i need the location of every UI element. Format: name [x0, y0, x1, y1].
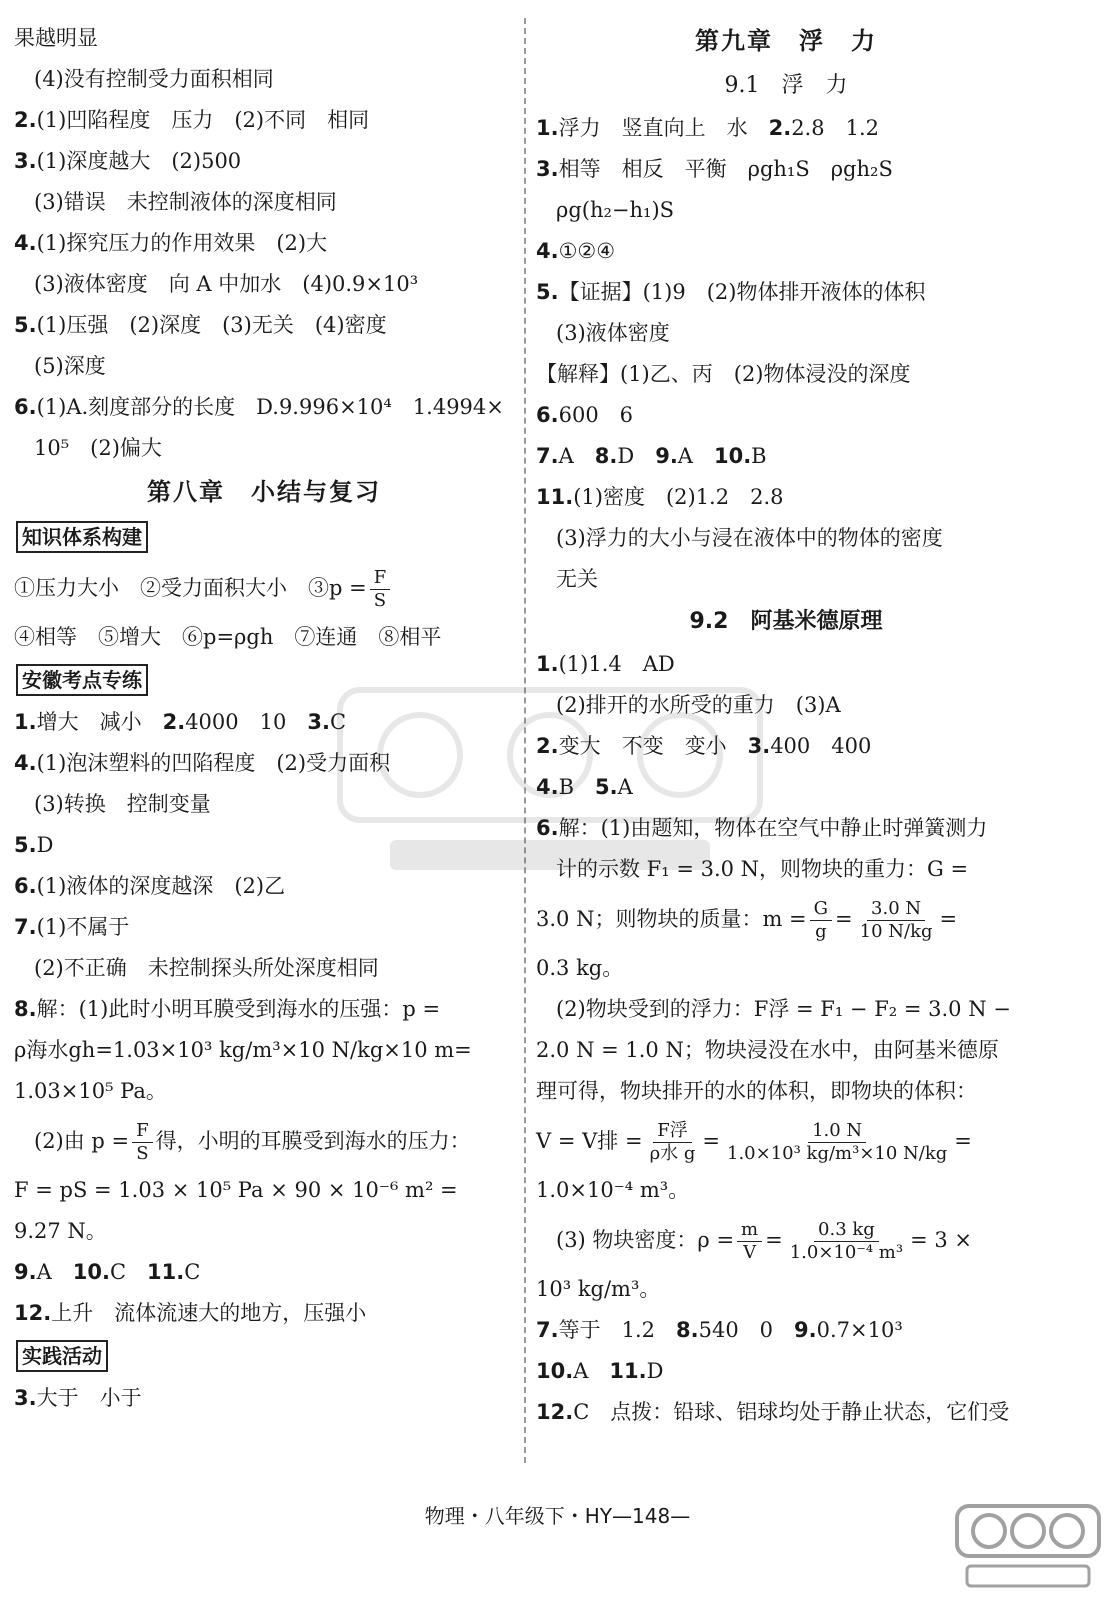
answer-line [14, 1112, 514, 1170]
answer-text: = [939, 907, 958, 931]
fraction-numerator: 0.3 kg [814, 1219, 879, 1242]
answer-text: (1)液体的深度越深 (2)乙 [36, 874, 286, 898]
answer-text: (1)密度 (2)1.2 2.8 [573, 485, 784, 509]
answer-line [536, 890, 1036, 948]
question-number: 9. [794, 1318, 817, 1342]
question-number: 10. [713, 444, 752, 468]
question-number: 3. [14, 149, 37, 173]
answer-line [536, 1351, 1036, 1392]
fraction [132, 1120, 153, 1165]
answer-text: D [36, 833, 54, 857]
fraction [737, 1219, 762, 1264]
answer-text: 增大 减小 [36, 710, 163, 734]
question-number: 4. [14, 751, 37, 775]
answer-text: C [329, 710, 347, 734]
answer-text: = [765, 1228, 783, 1252]
answer-text: 4000 10 [185, 710, 308, 734]
answer-text: ①压力大小 ②受力面积大小 ③p = [14, 576, 367, 600]
answer-text: 解：(1)由题知，物体在空气中静止时弹簧测力 [558, 816, 988, 840]
answer-text: 540 0 [698, 1318, 795, 1342]
answer-line: 果越明显 [14, 26, 98, 50]
question-number: 9. [655, 444, 678, 468]
section-box-label: 实践活动 [16, 1340, 108, 1372]
chapter-title: 第八章 小结与复习 [147, 478, 381, 506]
answer-text: (1)不属于 [36, 915, 130, 939]
answer-text: (1)凹陷程度 压力 (2)不同 相同 [36, 108, 370, 132]
answer-line: (2)排开的水所受的重力 (3)A [556, 693, 841, 717]
answer-line [536, 1211, 1036, 1269]
answer-line: 计的示数 F₁ = 3.0 N，则物块的重力：G = [556, 857, 969, 881]
question-number: 3. [747, 734, 771, 758]
watermark-logo [330, 670, 770, 890]
answer-line: (4)没有控制受力面积相同 [34, 67, 274, 91]
answer-line [14, 100, 514, 141]
answer-text: A [36, 1260, 73, 1284]
question-number: 6. [14, 874, 37, 898]
question-number: 12. [14, 1301, 52, 1325]
answer-line: (3)液体密度 [556, 321, 670, 345]
answer-text: C 点拨：铅球、铝球均处于静止状态，它们受 [573, 1400, 1010, 1424]
answer-line [536, 1112, 1036, 1170]
answer-line: (3)浮力的大小与浸在液体中的物体的密度 [556, 526, 943, 550]
answer-line: 10⁵ (2)偏大 [34, 436, 162, 460]
answer-text: 变大 不变 变小 [558, 734, 748, 758]
fraction [786, 1219, 907, 1264]
answer-line: 理可得，物块排开的水的体积，即物块的体积： [536, 1079, 977, 1103]
section-box-label: 安徽考点专练 [16, 664, 148, 696]
fraction-numerator: G [810, 898, 832, 921]
fraction-numerator: 1.0 N [808, 1120, 866, 1143]
question-number: 8. [676, 1318, 699, 1342]
answer-text: (1)1.4 AD [558, 652, 675, 676]
answer-line [536, 272, 1036, 313]
answer-line: ρg(h₂−h₁)S [556, 198, 675, 222]
answer-text: B [751, 444, 767, 468]
question-number: 4. [536, 775, 559, 799]
fraction [810, 898, 832, 943]
answer-text: = [835, 907, 853, 931]
question-number: 5. [595, 775, 618, 799]
fraction-denominator: 10 N/kg [859, 921, 933, 942]
answer-text: (1)泡沫塑料的凹陷程度 (2)受力面积 [36, 751, 391, 775]
fraction-numerator: F浮 [653, 1120, 692, 1143]
question-number: 4. [14, 231, 37, 255]
answer-text: V = V排 = [536, 1129, 643, 1153]
answer-line [14, 223, 514, 264]
answer-line: (5)深度 [34, 354, 106, 378]
answer-text: 得，小明的耳膜受到海水的压力： [155, 1129, 471, 1153]
question-number: 8. [14, 997, 37, 1021]
answer-line: ④相等 ⑤增大 ⑥p=ρgh ⑦连通 ⑧相平 [14, 625, 442, 649]
fraction-denominator: V [743, 1242, 757, 1263]
answer-text: A [617, 775, 633, 799]
answer-line [536, 477, 1036, 518]
section-title: 9.2 阿基米德原理 [689, 609, 883, 634]
question-number: 11. [609, 1359, 647, 1383]
question-number: 1. [536, 116, 559, 140]
answer-line: (3)转换 控制变量 [34, 792, 211, 816]
question-number: 11. [147, 1260, 185, 1284]
answer-text: 3.0 N；则物块的质量：m = [536, 907, 807, 931]
answer-line [14, 989, 514, 1030]
answer-text: (1)A.刻度部分的长度 D.9.996×10⁴ 1.4994× [36, 395, 504, 419]
answer-line: (3)液体密度 向 A 中加水 (4)0.9×10³ [34, 272, 419, 296]
question-number: 6. [536, 816, 559, 840]
answer-text: (2)由 p = [34, 1129, 130, 1153]
chapter-title: 第九章 浮 力 [695, 27, 877, 55]
fraction-numerator: F [370, 567, 391, 590]
answer-text: 400 400 [770, 734, 872, 758]
question-number: 3. [536, 157, 559, 181]
fraction-denominator: ρ水 g [649, 1143, 696, 1164]
answer-text: A [558, 444, 595, 468]
fraction-denominator: 1.0×10³ kg/m³×10 N/kg [727, 1143, 948, 1164]
answer-text: A [573, 1359, 610, 1383]
answer-line: (2)物块受到的浮力：F浮 = F₁ − F₂ = 3.0 N − [556, 997, 1011, 1021]
question-number: 5. [536, 280, 559, 304]
answer-line [536, 108, 1036, 149]
answer-text: 2.8 1.2 [791, 116, 879, 140]
answer-text: D [646, 1359, 664, 1383]
question-number: 4. [536, 239, 559, 263]
section-title: 9.1 浮 力 [724, 73, 848, 98]
fraction-numerator: F [132, 1120, 153, 1143]
answer-line: 无关 [556, 567, 598, 591]
fraction [856, 898, 937, 943]
answer-text: 等于 1.2 [558, 1318, 676, 1342]
answer-text: 解：(1)此时小明耳膜受到海水的压强：p = [36, 997, 441, 1021]
question-number: 6. [14, 395, 37, 419]
answer-line [14, 559, 514, 617]
answer-text: A [677, 444, 714, 468]
fraction [723, 1120, 951, 1165]
answer-line: 1.03×10⁵ Pa。 [14, 1079, 167, 1103]
fraction [370, 567, 391, 612]
question-number: 2. [768, 116, 792, 140]
answer-text: 600 6 [558, 403, 634, 427]
answer-line [14, 141, 514, 182]
fraction-denominator: S [136, 1143, 149, 1164]
answer-line: 1.0×10⁻⁴ m³。 [536, 1178, 690, 1202]
answer-line: (3)错误 未控制液体的深度相同 [34, 190, 337, 214]
answer-line: (2)不正确 未控制探头所处深度相同 [34, 956, 379, 980]
question-number: 5. [14, 313, 37, 337]
answer-line [536, 1310, 1036, 1351]
question-number: 11. [536, 485, 574, 509]
page-footer: 物理・八年级下・HY—148— [424, 1504, 691, 1528]
answer-text: = 3 × [910, 1228, 972, 1252]
question-number: 2. [14, 108, 37, 132]
answer-text: 浮力 竖直向上 水 [558, 116, 769, 140]
answer-line [536, 395, 1036, 436]
answer-text: = [954, 1129, 972, 1153]
question-number: 7. [536, 444, 559, 468]
answer-text: 0.7×10³ [816, 1318, 903, 1342]
question-number: 10. [536, 1359, 574, 1383]
fraction-numerator: m [737, 1219, 762, 1242]
answer-line: ρ海水gh=1.03×10³ kg/m³×10 N/kg×10 m= [14, 1038, 472, 1062]
fraction-denominator: S [373, 590, 387, 611]
fraction [646, 1120, 700, 1165]
question-number: 3. [14, 1386, 37, 1410]
answer-line: 2.0 N = 1.0 N；物块浸没在水中，由阿基米德原 [536, 1038, 999, 1062]
answer-line [14, 1252, 514, 1293]
answer-line: F = pS = 1.03 × 10⁵ Pa × 90 × 10⁻⁶ m² = [14, 1178, 458, 1202]
question-number: 10. [72, 1260, 110, 1284]
answer-text: 【证据】(1)9 (2)物体排开液体的体积 [558, 280, 926, 304]
answer-line [536, 149, 1036, 190]
question-number: 1. [536, 652, 559, 676]
answer-text: 相等 相反 平衡 ρgh₁S ρgh₂S [558, 157, 893, 181]
section-box-label: 知识体系构建 [16, 521, 148, 553]
answer-text: B [558, 775, 596, 799]
answer-line: 【解释】(1)乙、丙 (2)物体浸没的深度 [536, 362, 911, 386]
question-number: 2. [536, 734, 559, 758]
question-number: 7. [14, 915, 37, 939]
answer-text: D [617, 444, 656, 468]
answer-text: C [109, 1260, 148, 1284]
answer-line: 10³ kg/m³。 [536, 1277, 661, 1301]
answer-text: C [184, 1260, 201, 1284]
answer-text: = [702, 1129, 720, 1153]
question-number: 9. [14, 1260, 37, 1284]
question-number: 7. [536, 1318, 559, 1342]
question-number: 3. [307, 710, 330, 734]
answer-line: 0.3 kg。 [536, 956, 624, 980]
answer-line [536, 1392, 1036, 1433]
answer-text: (1)探究压力的作用效果 (2)大 [36, 231, 328, 255]
question-number: 2. [162, 710, 186, 734]
answer-line [14, 907, 514, 948]
fraction-numerator: 3.0 N [867, 898, 925, 921]
answer-text: 大于 小于 [36, 1386, 142, 1410]
answer-line [14, 305, 514, 346]
answer-line [536, 436, 1036, 477]
answer-text: (1)深度越大 (2)500 [36, 149, 242, 173]
answer-text: (1)压强 (2)深度 (3)无关 (4)密度 [36, 313, 387, 337]
answer-line [536, 231, 1036, 272]
question-number: 6. [536, 403, 559, 427]
question-number: 8. [594, 444, 618, 468]
answer-line [14, 1293, 514, 1334]
answer-text: (3) 物块密度：ρ = [556, 1228, 735, 1252]
question-number: 5. [14, 833, 37, 857]
answer-line [14, 1378, 514, 1419]
question-number: 12. [536, 1400, 574, 1424]
question-number: 1. [14, 710, 37, 734]
fraction-denominator: 1.0×10⁻⁴ m³ [789, 1242, 904, 1263]
fraction-denominator: g [815, 921, 827, 942]
answer-line: 9.27 N。 [14, 1219, 107, 1243]
answer-line [14, 387, 514, 428]
answer-text: ①②④ [558, 239, 616, 263]
answer-text: 上升 流体流速大的地方，压强小 [51, 1301, 367, 1325]
